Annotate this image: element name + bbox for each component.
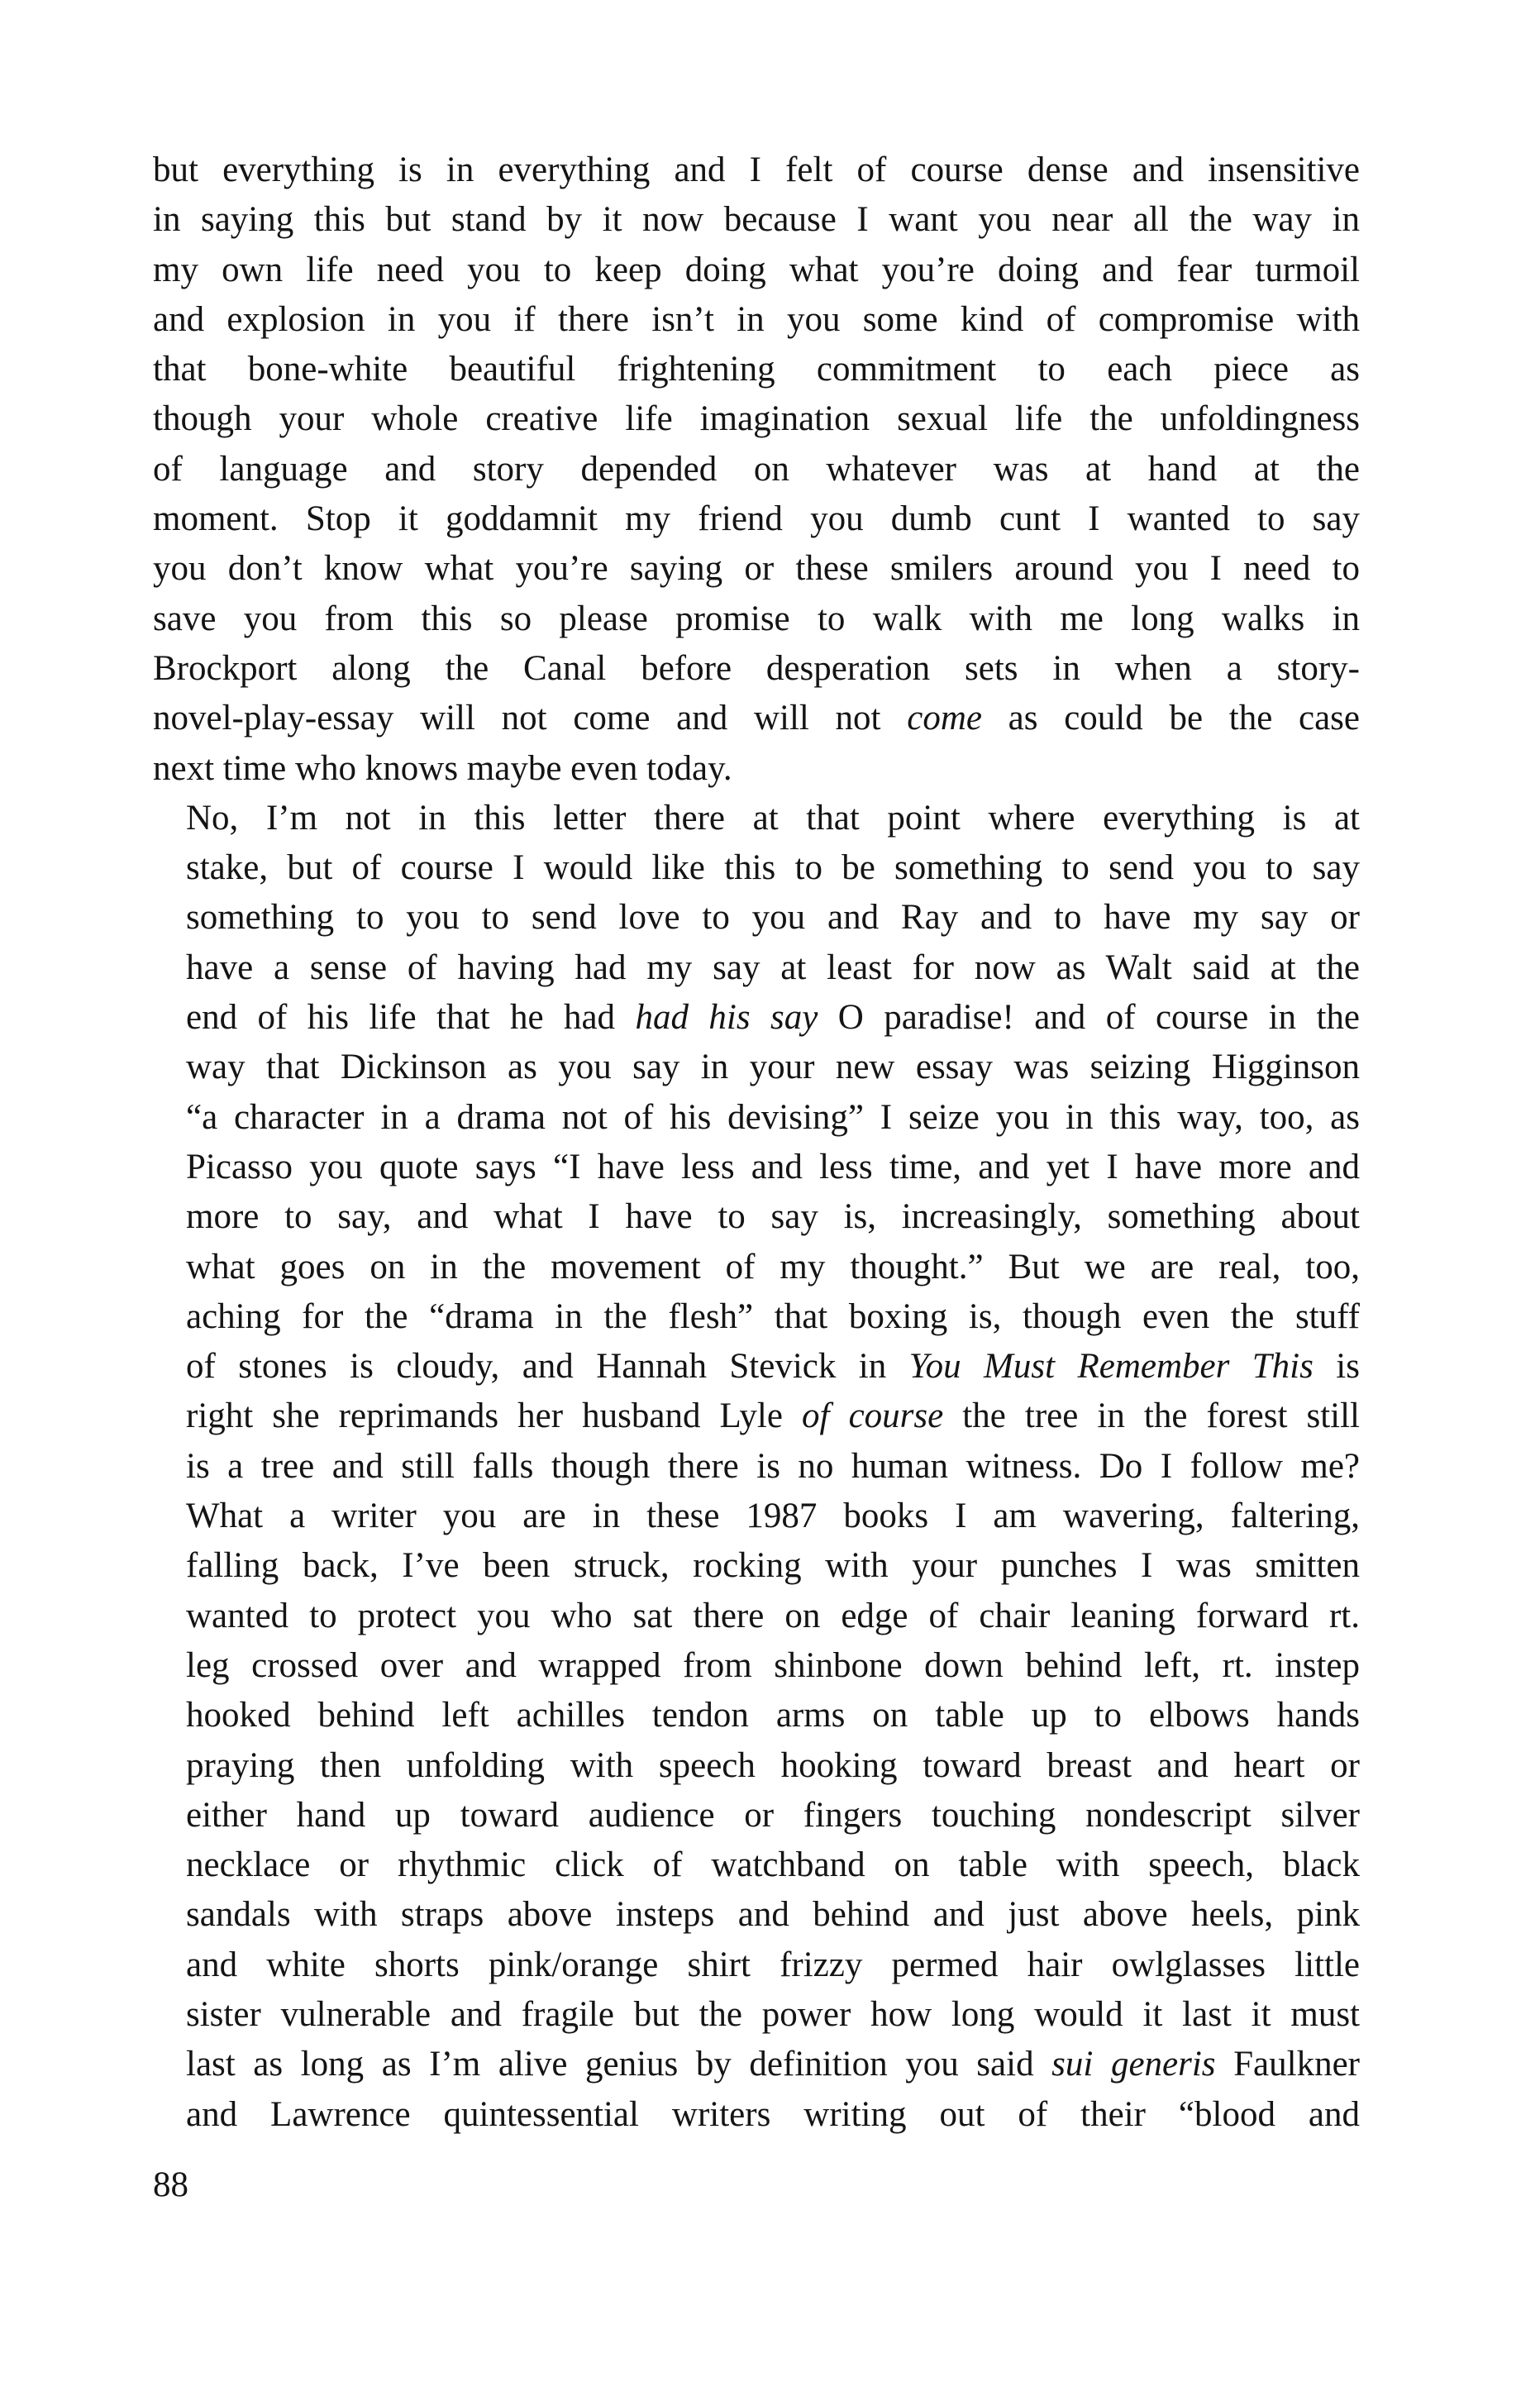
text-line: either hand up toward audience or fingers touching nondescript silver — [186, 1795, 1360, 1835]
text-line: you don’t know what you’re saying or these smilers around you I need to — [153, 549, 1360, 589]
text-line: stake, but of course I would like this to be something to send you to say — [186, 848, 1360, 888]
page-number: 88 — [153, 2165, 188, 2204]
text-line: aching for the “drama in the flesh” that boxing is, though even the stuff — [186, 1296, 1360, 1336]
text-line: next time who knows maybe even today. — [153, 748, 732, 788]
text-line: but everything is in everything and I felt of course dense and insensitive — [153, 150, 1360, 189]
text-line: wanted to protect you who sat there on edge of chair leaning forward rt. — [186, 1596, 1360, 1635]
text-line: way that Dickinson as you say in your new essay was seizing Higginson — [186, 1048, 1360, 1087]
paragraph — [153, 794, 1360, 2140]
text-line: Brockport along the Canal before desperation sets in when a story- — [153, 648, 1360, 688]
text-line: end of his life that he had had his say O paradise! and of course in the — [186, 998, 1360, 1038]
text-line: necklace or rhythmic click of watchband on table with speech, black — [186, 1845, 1360, 1885]
text-line: what goes on in the movement of my thought.” But we are real, too, — [186, 1247, 1360, 1287]
text-line: Picasso you quote says “I have less and less time, and yet I have more and — [186, 1147, 1360, 1186]
text-line: that bone-white beautiful frightening commitment to each piece as — [153, 350, 1360, 389]
text-line: is a tree and still falls though there is no human witness. Do I follow me? — [186, 1446, 1360, 1486]
text-line: and Lawrence quintessential writers writing out of their “blood and — [186, 2094, 1360, 2134]
text-line: though your whole creative life imagination sexual life the unfoldingness — [153, 399, 1360, 439]
text-line: What a writer you are in these 1987 books I am wavering, faltering, — [186, 1497, 1360, 1536]
text-line: hooked behind left achilles tendon arms on table up to elbows hands — [186, 1696, 1360, 1735]
text-line: have a sense of having had my say at least for now as Walt said at the — [186, 948, 1360, 987]
text-line: of stones is cloudy, and Hannah Stevick in You Must Remember This is — [186, 1347, 1360, 1387]
text-line: of language and story depended on whatever was at hand at the — [153, 449, 1360, 489]
text-line: and white shorts pink/orange shirt frizzy permed hair owlglasses little — [186, 1945, 1360, 1984]
paragraph — [153, 146, 1360, 794]
text-line: last as long as I’m alive genius by definition you said sui generis Faulkner — [186, 2045, 1360, 2084]
text-line: praying then unfolding with speech hooking toward breast and heart or — [186, 1745, 1360, 1785]
text-line: and explosion in you if there isn’t in you some kind of compromise with — [153, 299, 1360, 339]
text-line: right she reprimands her husband Lyle of course the tree in the forest still — [186, 1396, 1360, 1436]
text-line: “a character in a drama not of his devising” I seize you in this way, too, as — [186, 1097, 1360, 1137]
text-line: leg crossed over and wrapped from shinbone down behind left, rt. instep — [186, 1645, 1360, 1685]
text-line: novel-play-essay will not come and will not come as could be the case — [153, 699, 1360, 738]
body-text — [153, 146, 1360, 2140]
text-line: sister vulnerable and fragile but the power how long would it last it must — [186, 1994, 1360, 2034]
text-line: sandals with straps above insteps and behind and just above heels, pink — [186, 1895, 1360, 1935]
text-line: moment. Stop it goddamnit my friend you dumb cunt I wanted to say — [153, 499, 1360, 539]
text-line: more to say, and what I have to say is, increasingly, something about — [186, 1197, 1360, 1237]
text-line: in saying this but stand by it now because I want you near all the way in — [153, 200, 1360, 240]
text-line: falling back, I’ve been struck, rocking with your punches I was smitten — [186, 1546, 1360, 1586]
text-line: something to you to send love to you and Ray and to have my say or — [186, 898, 1360, 938]
text-line: save you from this so please promise to walk with me long walks in — [153, 599, 1360, 638]
text-line: my own life need you to keep doing what you’re doing and fear turmoil — [153, 250, 1360, 289]
text-line: No, I’m not in this letter there at that point where everything is at — [186, 798, 1360, 838]
